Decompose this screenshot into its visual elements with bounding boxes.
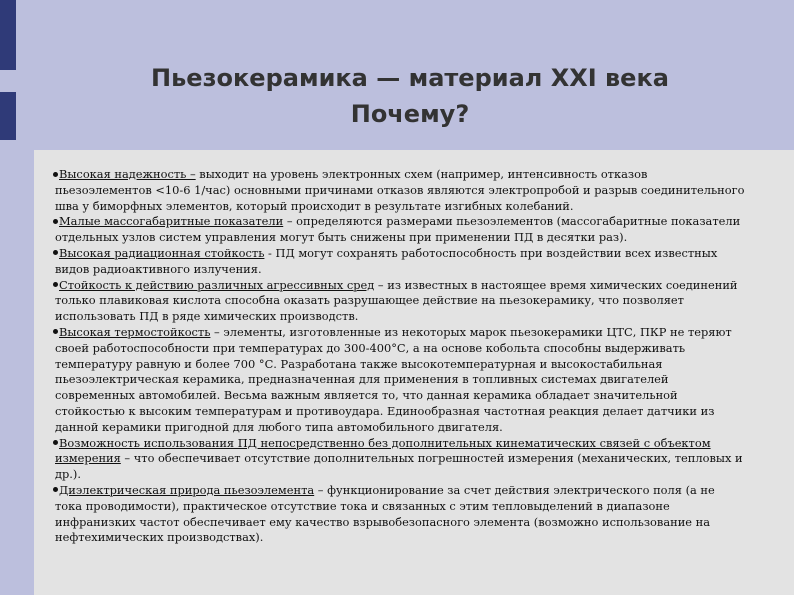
bullet-lead: Возможность использования ПД непосредственно без дополнительных кинематических связей с объектом измерения [55,435,711,466]
bullet-dot-icon [53,440,58,445]
slide-body [55,167,745,546]
bullet-dot-icon [53,329,58,334]
slide-title [40,60,780,132]
bullet-lead: Диэлектрическая природа пьезоэлемента [59,482,315,497]
bullet-lead: Высокая термостойкость [59,324,211,339]
bullet-item-radiation [55,246,745,278]
left-accent-bar-bottom [0,92,16,140]
slide-title-line-1: Пьезокерамика — материал XXI века [151,64,669,92]
bullet-dot-icon [53,487,58,492]
bullet-text: - ПД могут сохранять работоспособность при воздействии всех известных видов радиоактивного излучения. [55,245,718,276]
bullet-text: – элементы, изготовленные из некоторых марок пьезокерамики ЦТС, ПКР не теряют своей работоспособности при температурах до 300-400°С, а на основе кобольта способны выдерживать температуру равную и более 700 °С. Разработана также высокотемпературная и высокостабильная пьезоэлектрическая керамика, предназначенная для применения в топливных системах двигателей современных автомобилей. Весьма важным является то, что данная керамика обладает значительной стойкостью к высоким температурам и противоудара. Единообразная частотная реакция делает датчики из данной керамики пригодной для любого типа автомобильного двигателя. [55,324,732,434]
bullet-dot-icon [53,282,58,287]
bullet-item-size [55,214,745,246]
bullet-item-reliability [55,167,745,214]
bullet-dot-icon [53,250,58,255]
bullet-lead: Стойкость к действию различных агрессивных сред [59,277,375,292]
bullet-text: – функционирование за счет действия электрического поля (а не тока проводимости), практическое отсутствие тока и связанных с этим тепловыделений в диапазоне инфранизких частот обеспечивает ему качество взрывобезопасного элемента (возможно использование на нефтехимических производствах). [55,482,715,545]
bullet-text: выходит на уровень электронных схем (например, интенсивность отказов пьезоэлементов <10-6 1/час) основными причинами отказов являются электропробой и разрыв соединительного шва у биморфных элементов, который происходит в результате изгибных колебаний. [55,167,745,213]
bullet-item-chemical [55,278,745,325]
bullet-lead: Высокая надежность – [59,167,196,181]
bullet-text: – определяются размерами пьезоэлементов (массогабаритные показатели отдельных узлов систем управления могут быть снижены при применении ПД в десятки раз). [55,214,741,245]
bullet-item-thermal [55,325,745,436]
bullet-text: – из известных в настоящее время химических соединений только плавиковая кислота способна оказать разрушающее действие на пьезокерамику, что позволяет использовать ПД в ряде химических производств. [55,277,738,324]
bullet-lead: Малые массогабаритные показатели [59,214,284,229]
bullet-text: – что обеспечивает отсутствие дополнительных погрешностей измерения (механических, тепловых и др.). [55,451,743,482]
bullet-item-dielectric [55,483,745,546]
bullet-dot-icon [53,219,58,224]
bullet-lead: Высокая радиационная стойкость [59,245,265,260]
bullet-item-direct-use [55,436,745,483]
slide-title-line-2: Почему? [350,100,470,128]
bullet-dot-icon [53,172,58,177]
left-accent-bar-top [0,0,16,70]
